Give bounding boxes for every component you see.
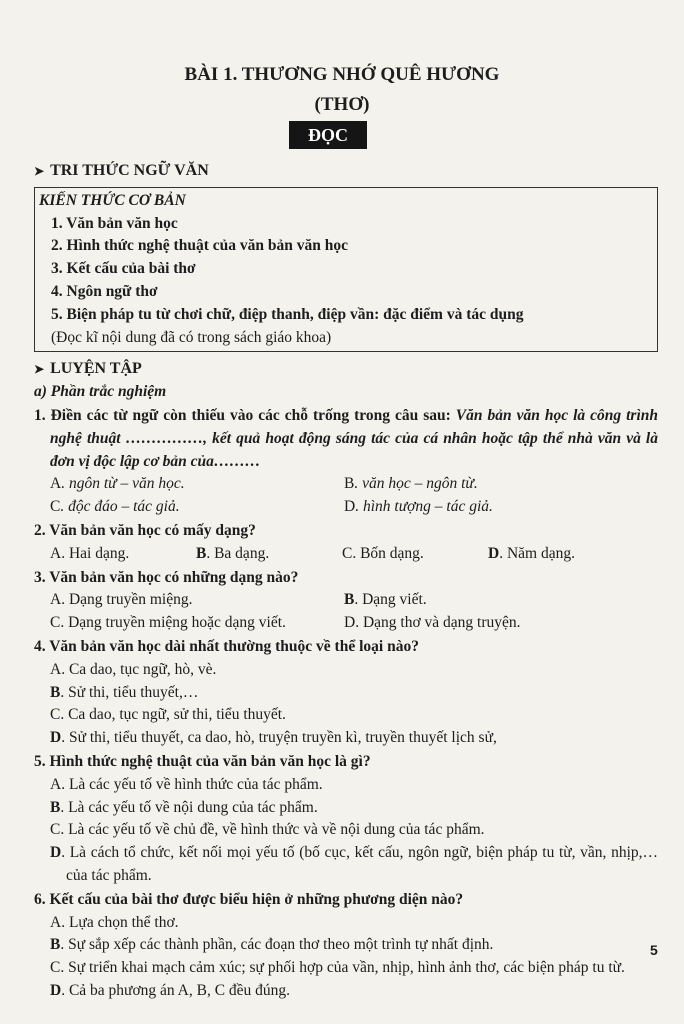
options-row — [34, 496, 658, 519]
option: D. Là cách tổ chức, kết nối mọi yếu tố (bố cục, kết cấu, ngôn ngữ, biện pháp tu từ, vần, nhịp,… của tác phẩm. — [50, 844, 658, 884]
option: A. Ca dao, tục ngữ, hò, vè. — [50, 660, 217, 678]
page-body — [34, 160, 658, 1003]
title-main: BÀI 1. THƯƠNG NHỚ QUÊ HƯƠNG — [184, 64, 500, 85]
option: D. hình tượng – tác giả. — [344, 498, 493, 516]
options-row — [34, 612, 658, 635]
question-text: 1. Điền các từ ngữ còn thiếu vào các chỗ trống trong câu sau: — [34, 406, 456, 424]
question: 3. Văn bản văn học có những dạng nào? — [34, 568, 299, 586]
box-item: 2. Hình thức nghệ thuật của văn bản văn học — [51, 237, 348, 255]
options-row — [34, 543, 658, 566]
arrow-icon: ➤ — [34, 164, 45, 178]
section-label-doc: ĐỌC — [289, 121, 367, 149]
question-quote: Văn bản văn học là công trình nghệ thuật ……………, kết quả hoạt động sáng tác của cá nhân hoặc tập thể nhà văn và là đơn vị độc lập cơ bản của……… — [50, 406, 658, 470]
box-item: 4. Ngôn ngữ thơ — [51, 282, 158, 300]
option: B. Sử thi, tiểu thuyết,… — [50, 683, 199, 701]
lesson-title — [0, 60, 684, 120]
question — [34, 405, 658, 473]
knowledge-box — [34, 187, 658, 353]
option: B. Là các yếu tố về nội dung của tác phẩm. — [50, 798, 318, 816]
option: D. Dạng thơ và dạng truyện. — [344, 614, 521, 632]
option: B. Dạng viết. — [344, 591, 427, 609]
option: A. Dạng truyền miệng. — [50, 591, 193, 609]
section-heading-text: LUYỆN TẬP — [50, 360, 142, 378]
option: A. Là các yếu tố về hình thức của tác phẩm. — [50, 775, 323, 793]
option: B. Sự sắp xếp các thành phần, các đoạn thơ theo một trình tự nhất định. — [50, 936, 494, 954]
option: A. Hai dạng. — [50, 544, 130, 562]
option: B. Ba dạng. — [196, 544, 270, 562]
options-row — [34, 589, 658, 612]
section-heading — [34, 358, 658, 381]
box-heading: KIẾN THỨC CƠ BẢN — [39, 191, 186, 209]
question: 5. Hình thức nghệ thuật của văn bản văn học là gì? — [34, 752, 371, 770]
arrow-icon: ➤ — [34, 362, 45, 377]
box-note: (Đọc kĩ nội dung đã có trong sách giáo khoa) — [51, 328, 332, 346]
option: C. Ca dao, tục ngữ, sử thi, tiểu thuyết. — [50, 706, 286, 724]
option: D. Sử thi, tiểu thuyết, ca dao, hò, truyện truyền kì, truyền thuyết lịch sử, — [50, 729, 497, 747]
box-item: 5. Biện pháp tu từ chơi chữ, điệp thanh, điệp vần: đặc điểm và tác dụng — [51, 305, 524, 323]
box-item: 3. Kết cấu của bài thơ — [51, 260, 196, 278]
option: D. Cả ba phương án A, B, C đều đúng. — [50, 981, 291, 999]
option: C. độc đáo – tác giả. — [50, 498, 180, 516]
box-item: 1. Văn bản văn học — [51, 214, 178, 232]
option: D. Năm dạng. — [488, 544, 575, 562]
question: 6. Kết cấu của bài thơ được biểu hiện ở những phương diện nào? — [34, 890, 464, 908]
options-row — [34, 473, 658, 496]
option: A. ngôn từ – văn học. — [50, 475, 185, 493]
option: A. Lựa chọn thể thơ. — [50, 913, 179, 931]
option: C. Là các yếu tố về chủ đề, về hình thức và về nội dung của tác phẩm. — [50, 821, 485, 839]
option: C. Sự triển khai mạch cảm xúc; sự phối hợp của vần, nhịp, hình ảnh thơ, các biện pháp tu từ. — [50, 959, 625, 977]
section-heading — [34, 160, 658, 183]
question: 4. Văn bản văn học dài nhất thường thuộc về thể loại nào? — [34, 637, 419, 655]
question: 2. Văn bản văn học có mấy dạng? — [34, 521, 256, 539]
page-number: 5 — [650, 942, 658, 958]
part-heading: a) Phần trắc nghiệm — [34, 383, 167, 401]
section-heading-text: TRI THỨC NGỮ VĂN — [50, 162, 209, 179]
title-sub: (THƠ) — [314, 94, 370, 115]
option: C. Dạng truyền miệng hoặc dạng viết. — [50, 614, 286, 632]
option: C. Bốn dạng. — [342, 544, 424, 562]
option: B. văn học – ngôn từ. — [344, 475, 478, 493]
